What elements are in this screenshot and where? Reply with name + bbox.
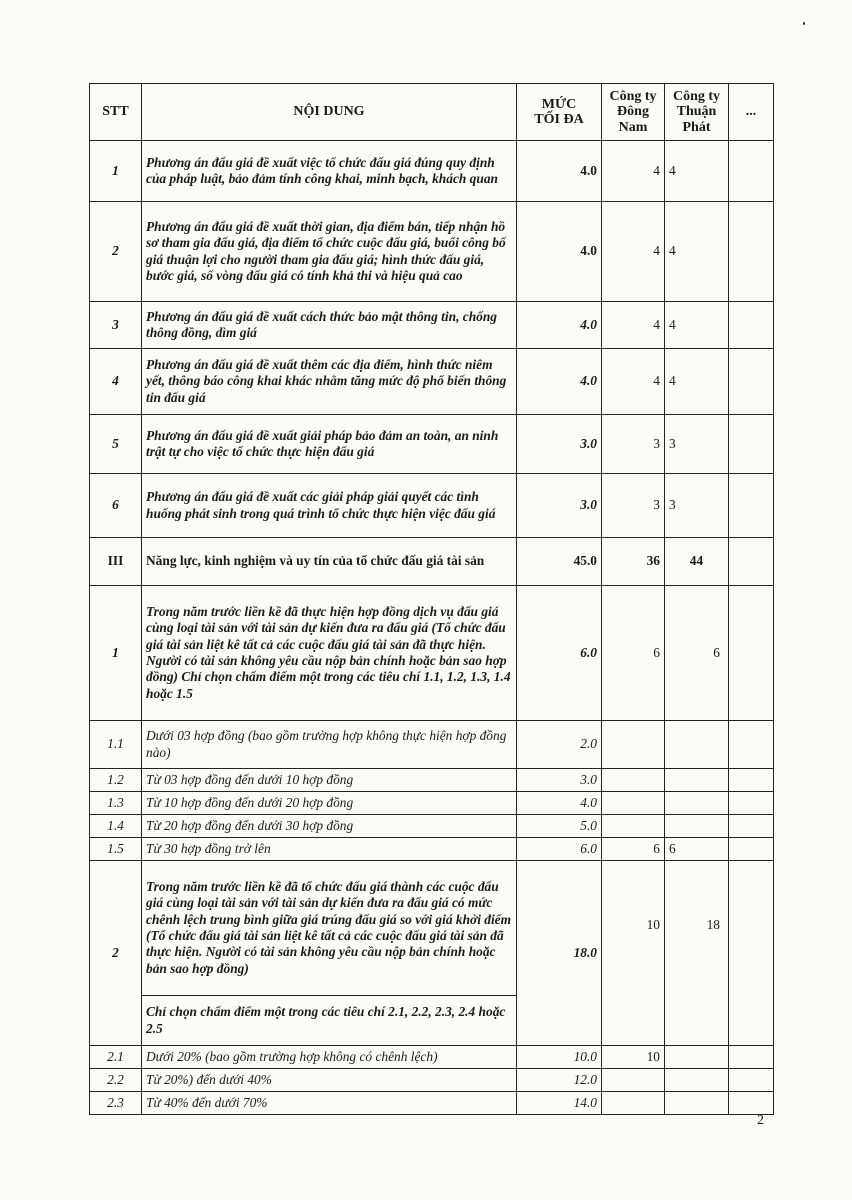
- row-content: Trong năm trước liền kề đã thực hiện hợp đồng dịch vụ đấu giá cùng loại tài sản với tài sản dự kiến đưa ra đấu giá (Tổ chức đấu giá tài sản liệt kê tất cả các cuộc đấu giá tài sản đã thực hiện. Người có tài sản không yêu cầu nộp bản chính hoặc bản sao hợp đồng) Chỉ chọn chấm điểm một trong các tiêu chí 1.1, 1.2, 1.3, 1.4 hoặc 1.5: [142, 586, 517, 721]
- row-score-other: [729, 202, 774, 302]
- header-more-columns: ...: [729, 84, 774, 141]
- table-row: [90, 202, 774, 302]
- row-content: Từ 20 hợp đồng đến dưới 30 hợp đồng: [142, 815, 517, 838]
- row-content: Từ 10 hợp đồng đến dưới 20 hợp đồng: [142, 792, 517, 815]
- row-score-dong-nam: 3: [602, 474, 665, 538]
- row-score-thuan-phat: 4: [665, 141, 729, 202]
- row-score-thuan-phat: 6: [665, 586, 729, 721]
- row-max-score: 4.0: [517, 792, 602, 815]
- row-max-score: 5.0: [517, 815, 602, 838]
- row-stt: 2.1: [90, 1046, 142, 1069]
- table-row: [90, 349, 774, 415]
- table-row: [90, 721, 774, 769]
- row-score-other: [729, 861, 774, 1046]
- row-score-other: [729, 815, 774, 838]
- row-max-score: 4.0: [517, 302, 602, 349]
- row-score-dong-nam: 4: [602, 302, 665, 349]
- row-content: Từ 03 hợp đồng đến dưới 10 hợp đồng: [142, 769, 517, 792]
- row-max-score: 12.0: [517, 1069, 602, 1092]
- row-score-dong-nam: 10: [602, 861, 665, 1046]
- row-content: Phương án đấu giá đề xuất thêm các địa điểm, hình thức niêm yết, thông báo công khai khác nhằm tăng mức độ phổ biến thông tin đấu giá: [142, 349, 517, 415]
- table-row: [90, 838, 774, 861]
- row-score-thuan-phat: 44: [665, 538, 729, 586]
- row-score-thuan-phat: [665, 792, 729, 815]
- header-stt: STT: [90, 84, 142, 141]
- row-score-dong-nam: [602, 721, 665, 769]
- row-content: Từ 30 hợp đồng trở lên: [142, 838, 517, 861]
- row-stt: 1.4: [90, 815, 142, 838]
- row-score-other: [729, 349, 774, 415]
- row-max-score: 4.0: [517, 141, 602, 202]
- row-score-other: [729, 415, 774, 474]
- row-content: Phương án đấu giá đề xuất cách thức bảo mật thông tin, chống thông đồng, dìm giá: [142, 302, 517, 349]
- row-max-score: 6.0: [517, 586, 602, 721]
- row-score-dong-nam: 4: [602, 141, 665, 202]
- row-score-thuan-phat: 4: [665, 349, 729, 415]
- row-score-thuan-phat: 3: [665, 415, 729, 474]
- row-stt: 2: [90, 861, 142, 1046]
- row-content: Phương án đấu giá đề xuất giải pháp bảo đảm an toàn, an ninh trật tự cho việc tổ chức thực hiện đấu giá: [142, 415, 517, 474]
- table-row: [90, 1092, 774, 1115]
- header-cong-ty-thuan-phat: Công ty Thuận Phát: [665, 84, 729, 141]
- row-content: Phương án đấu giá đề xuất thời gian, địa điểm bán, tiếp nhận hồ sơ tham gia đấu giá, địa điểm tổ chức cuộc đấu giá, buổi công bố giá thuận lợi cho người tham gia đấu giá; hình thức đấu giá, bước giá, số vòng đấu giá có tính khả thi và hiệu quả cao: [142, 202, 517, 302]
- row-score-dong-nam: [602, 769, 665, 792]
- row-score-dong-nam: 36: [602, 538, 665, 586]
- row-content: Phương án đấu giá đề xuất các giải pháp giải quyết các tình huống phát sinh trong quá trình tổ chức thực hiện việc đấu giá: [142, 474, 517, 538]
- table-row: [90, 586, 774, 721]
- row-score-thuan-phat: 3: [665, 474, 729, 538]
- page-number: 2: [757, 1113, 764, 1128]
- row-content-note: Chỉ chọn chấm điểm một trong các tiêu chí 2.1, 2.2, 2.3, 2.4 hoặc 2.5: [142, 996, 517, 1046]
- table-row: [90, 141, 774, 202]
- row-score-other: [729, 1069, 774, 1092]
- row-stt: 2: [90, 202, 142, 302]
- header-cong-ty-dong-nam: Công ty Đông Nam: [602, 84, 665, 141]
- row-stt: 1.3: [90, 792, 142, 815]
- row-stt: 6: [90, 474, 142, 538]
- row-score-other: [729, 141, 774, 202]
- row-max-score: 4.0: [517, 349, 602, 415]
- row-score-other: [729, 769, 774, 792]
- row-content: Từ 20%) đến dưới 40%: [142, 1069, 517, 1092]
- row-max-score: 18.0: [517, 861, 602, 1046]
- row-stt: 1.1: [90, 721, 142, 769]
- row-score-dong-nam: 10: [602, 1046, 665, 1069]
- row-score-thuan-phat: [665, 769, 729, 792]
- row-max-score: 3.0: [517, 415, 602, 474]
- row-stt: III: [90, 538, 142, 586]
- row-max-score: 45.0: [517, 538, 602, 586]
- table-row: [90, 474, 774, 538]
- row-content: Dưới 03 hợp đồng (bao gồm trường hợp không thực hiện hợp đồng nào): [142, 721, 517, 769]
- table-header-row: [90, 84, 774, 141]
- row-max-score: 6.0: [517, 838, 602, 861]
- row-stt: 1: [90, 586, 142, 721]
- row-score-other: [729, 838, 774, 861]
- row-max-score: 4.0: [517, 202, 602, 302]
- row-score-other: [729, 586, 774, 721]
- row-score-other: [729, 1092, 774, 1115]
- row-content: Phương án đấu giá đề xuất việc tổ chức đấu giá đúng quy định của pháp luật, bảo đảm tính công khai, minh bạch, khách quan: [142, 141, 517, 202]
- row-score-thuan-phat: [665, 815, 729, 838]
- row-content: Từ 40% đến dưới 70%: [142, 1092, 517, 1115]
- row-stt: 1.2: [90, 769, 142, 792]
- row-score-dong-nam: 4: [602, 349, 665, 415]
- row-max-score: 10.0: [517, 1046, 602, 1069]
- row-score-thuan-phat: 4: [665, 302, 729, 349]
- table-row: [90, 815, 774, 838]
- row-max-score: 2.0: [517, 721, 602, 769]
- row-max-score: 14.0: [517, 1092, 602, 1115]
- row-score-dong-nam: [602, 1069, 665, 1092]
- table-row: [90, 415, 774, 474]
- row-score-thuan-phat: [665, 1069, 729, 1092]
- row-score-dong-nam: 6: [602, 586, 665, 721]
- header-noi-dung: NỘI DUNG: [142, 84, 517, 141]
- table-row: [90, 302, 774, 349]
- row-stt: 5: [90, 415, 142, 474]
- row-score-other: [729, 474, 774, 538]
- row-max-score: 3.0: [517, 474, 602, 538]
- row-content: Dưới 20% (bao gồm trường hợp không có chênh lệch): [142, 1046, 517, 1069]
- row-score-dong-nam: 4: [602, 202, 665, 302]
- row-max-score: 3.0: [517, 769, 602, 792]
- row-stt: 1.5: [90, 838, 142, 861]
- table-section-row: [90, 538, 774, 586]
- row-content: Trong năm trước liền kề đã tổ chức đấu giá thành các cuộc đấu giá cùng loại tài sản với tài sản dự kiến đưa ra đấu giá có mức chênh lệch trung bình giữa giá trúng đấu giá so với giá khởi điểm (Tổ chức đấu giá tài sản liệt kê tất cả các cuộc đấu giá tài sản đã thực hiện. Người có tài sản không yêu cầu nộp bản chính hoặc bản sao hợp đồng): [142, 861, 517, 996]
- table-row: [90, 1069, 774, 1092]
- row-stt: 2.2: [90, 1069, 142, 1092]
- row-score-dong-nam: [602, 792, 665, 815]
- row-score-other: [729, 1046, 774, 1069]
- row-stt: 3: [90, 302, 142, 349]
- table-row: [90, 769, 774, 792]
- table-row: [90, 1046, 774, 1069]
- row-score-thuan-phat: [665, 1092, 729, 1115]
- scoring-table: [89, 83, 774, 1115]
- row-score-other: [729, 302, 774, 349]
- row-score-other: [729, 538, 774, 586]
- row-score-thuan-phat: 6: [665, 838, 729, 861]
- row-score-thuan-phat: [665, 1046, 729, 1069]
- row-score-dong-nam: 3: [602, 415, 665, 474]
- scan-speck: [803, 22, 805, 25]
- row-score-other: [729, 792, 774, 815]
- row-score-dong-nam: [602, 1092, 665, 1115]
- row-score-other: [729, 721, 774, 769]
- row-score-thuan-phat: 18: [665, 861, 729, 1046]
- row-stt: 4: [90, 349, 142, 415]
- header-muc-toi-da: MỨC TỐI ĐA: [517, 84, 602, 141]
- table-row: [90, 792, 774, 815]
- row-score-thuan-phat: [665, 721, 729, 769]
- row-score-dong-nam: 6: [602, 838, 665, 861]
- row-stt: 2.3: [90, 1092, 142, 1115]
- row-stt: 1: [90, 141, 142, 202]
- row-score-dong-nam: [602, 815, 665, 838]
- row-score-thuan-phat: 4: [665, 202, 729, 302]
- row-content: Năng lực, kinh nghiệm và uy tín của tổ chức đấu giá tài sản: [142, 538, 517, 586]
- table-row: [90, 861, 774, 996]
